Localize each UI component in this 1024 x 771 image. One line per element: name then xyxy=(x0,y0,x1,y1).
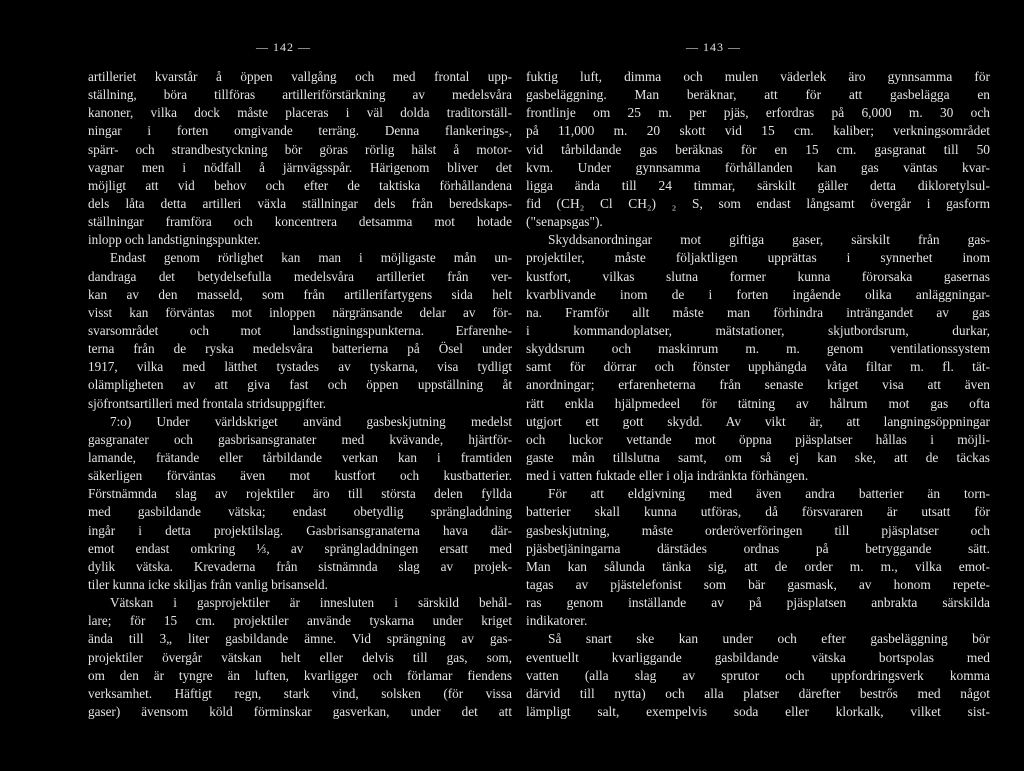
text-line: ställning, böra tillföras artilleriförstärkning av medelsvåra xyxy=(88,87,512,103)
text-line: batterier skall kunna utföras, då försvararen är utsatt för xyxy=(526,504,990,520)
text-line: emot endast omkring ⅓, av sprängladdningen ersatt med xyxy=(88,540,512,556)
right-page xyxy=(512,0,1024,771)
text-line: lämpligt salt, exempelvis soda eller klorkalk, vilket sist- xyxy=(526,703,990,719)
text-line: på 11,000 m. 20 skott vid 15 cm. kaliber; verkningsområdet xyxy=(526,123,990,139)
text-line: och luckor vettande mot öppna pjäsplatser hållas i möjli- xyxy=(526,431,990,447)
page-number-right: — 143 — xyxy=(686,40,741,54)
text-line: möjligt att vid behov och efter de taktiska förhållandena xyxy=(88,177,512,193)
text-line: eventuellt kvarliggande gasbildande vätska bortspolas med xyxy=(526,649,990,665)
text-line: anordningar; erfarenheterna från senaste kriget visa att även xyxy=(526,377,990,393)
text-line: kan av den masseld, som från artillerifartygens sida helt xyxy=(88,286,512,302)
text-line: 7:o) Under världskriget använd gasbeskjutning medelst xyxy=(110,413,512,429)
text-line: gasbeskjutning, måste orderöverföringen till pjäsplatser och xyxy=(526,522,990,538)
text-line: lare; för 15 cm. projektiler använde tyskarna under kriget xyxy=(88,613,512,629)
text-line: fuktig luft, dimma och mulen väderlek äro gynnsamma för xyxy=(526,69,990,84)
text-line: vid tårbildande gas beräknas för en 15 cm. gasgranat till 50 xyxy=(526,141,990,157)
text-line: om den är tyngre än luften, kvarligger och förlamar fiendens xyxy=(88,667,512,683)
text-line: rätt enkla hjälpmedeel för tätning av hålrum mot gas ofta xyxy=(526,395,990,411)
text-line: na. Framför allt måste man förhindra inträngandet av gas xyxy=(526,304,990,320)
text-line: gaser) ävensom köld förminskar gasverkan, under det att xyxy=(88,703,512,719)
text-line: Vätskan i gasprojektiler är innesluten i särskild behål- xyxy=(110,595,512,611)
text-line: olämpligheten av att giva fast och öppen uppställning åt xyxy=(88,377,512,393)
text-line: tagas av pjästelefonist som bär gasmask, av honom repete- xyxy=(526,576,990,592)
text-line: svarsområdet och mot landsstigningspunkterna. Erfarenhe- xyxy=(88,322,512,338)
text-line: kvarblivande inom de i forten ingående olika anläggningar- xyxy=(526,286,990,302)
text-line: artilleriet kvarstår å öppen vallgång och med frontal upp- xyxy=(88,69,512,84)
text-line: vagnar men i nödfall å järnvägsspår. Härigenom bliver det xyxy=(88,159,512,175)
text-line: inlopp och landstigningspunkter. xyxy=(88,232,261,248)
text-line: med i vatten fuktade eller i olja indränkta förhängen. xyxy=(526,468,809,484)
text-line: sjöfrontsartilleri med frontala stridsuppgifter. xyxy=(88,395,327,411)
text-line: lamande, frätande eller tårbildande verkan kan i framtiden xyxy=(88,449,512,465)
text-line: projektiler, måste följaktligen upprättas i synnerhet inom xyxy=(526,250,990,266)
text-line: ("senapsgas"). xyxy=(526,214,603,230)
text-line: gasgranater och gasbrisansgranater med kvävande, hjärtför- xyxy=(88,431,512,447)
text-line: projektiler övergår vätskan helt eller delvis till gas, som, xyxy=(88,649,512,665)
text-line: pjäsbetjäningarna därstädes ordnas på betryggande sätt. xyxy=(526,540,990,556)
text-line: tiler kunna icke skiljas från vanlig brisanseld. xyxy=(88,576,328,592)
text-line: i kommandoplatser, mätstationer, skjutbordsrum, durkar, xyxy=(526,322,990,338)
text-line: gaste mån tillslutna samt, om så ej kan ske, att de täckas xyxy=(526,449,990,465)
text-line: Endast genom rörlighet kan man i möjligaste mån un- xyxy=(110,250,512,266)
text-line: Skyddsanordningar mot giftiga gaser, särskilt från gas- xyxy=(548,232,990,248)
text-line: verksamhet. Häftigt regn, stark vind, solsken (för vissa xyxy=(88,685,512,701)
text-line: samt för dörrar och fönster upphängda våta filtar m. fl. tät- xyxy=(526,359,990,375)
text-line: med gasbildande vätska; endast obetydlig sprängladdning xyxy=(88,504,512,520)
text-line: ställningar framföra och koncentrera detsamma mot hotade xyxy=(88,214,512,230)
left-text-block xyxy=(88,68,512,721)
text-line: frontlinje om 25 m. per pjäs, erfordras på 6,000 m. 30 och xyxy=(526,105,990,121)
text-line: Förstnämnda slag av rojektiler äro till största delen fyllda xyxy=(88,486,512,502)
text-line: fid (CH₂ Cl CH₂) ₂ S, som endast långsamt övergår i gasform xyxy=(526,195,990,211)
text-line: vatten (alla slag av sprutor och uppfordringsverk komma xyxy=(526,667,990,683)
page-number-left: — 142 — xyxy=(256,40,311,54)
text-line: terna från de ryska medelsvåra batterierna på Ösel under xyxy=(88,341,512,357)
text-line: Så snart ske kan under och efter gasbeläggning bör xyxy=(548,631,990,647)
text-line: därvid till nytta) och alla platser därefter bestrős med något xyxy=(526,685,990,701)
text-line: För att eldgivning med även andra batterier än torn- xyxy=(548,486,990,502)
text-line: ras genom inställande av på pjäsplatsen anbrakta särskilda xyxy=(526,595,990,611)
text-line: kanoner, vilka dock måste placeras i väl dolda traditorställ- xyxy=(88,105,512,121)
text-line: visst kan förväntas mot inloppen närgränsande delar av för- xyxy=(88,304,512,320)
text-line: gasbeläggning. Man beräknar, att för att gasbelägga en xyxy=(526,87,990,103)
text-line: spärr- och strandbestyckning bör göras rörlig hälst å motor- xyxy=(88,141,512,157)
right-text-block xyxy=(526,68,990,721)
text-line: skyddsrum och maskinrum m. m. genom ventilationssystem xyxy=(526,341,990,357)
text-line: ligga ända till 24 timmar, särskilt gäller detta dikloretylsul- xyxy=(526,177,990,193)
text-line: dylik vätska. Krevaderna från sistnämnda slag av projek- xyxy=(88,558,512,574)
text-line: utgjort ett gott skydd. Av vikt är, att langningsöppningar xyxy=(526,413,990,429)
text-line: dandraga det betydelsefulla medelsvåra artilleriet från ver- xyxy=(88,268,512,284)
text-line: ända till 3„ liter gasbildande ämne. Vid sprängning av gas- xyxy=(88,631,512,647)
text-line: indikatorer. xyxy=(526,613,588,629)
text-line: ingår i detta projektilslag. Gasbrisansgranaterna hava där- xyxy=(88,522,512,538)
text-line: Man kan sålunda tänka sig, att de order m. m., vilka emot- xyxy=(526,558,990,574)
text-line: kvm. Under gynnsamma förhållanden kan gas väntas kvar- xyxy=(526,159,990,175)
text-line: kustfort, vilkas slutna former kunna förorsaka gasernas xyxy=(526,268,990,284)
text-line: 1917, vilka med lätthet tystades av tyskarna, visa tydligt xyxy=(88,359,512,375)
text-line: dels låta detta artilleri växla ställningar dels från beredskaps- xyxy=(88,195,512,211)
text-line: säkerligen förväntas även mot kustfort och kustbatterier. xyxy=(88,468,512,484)
text-line: ningar i forten omgivande terräng. Denna flankerings-, xyxy=(88,123,512,139)
